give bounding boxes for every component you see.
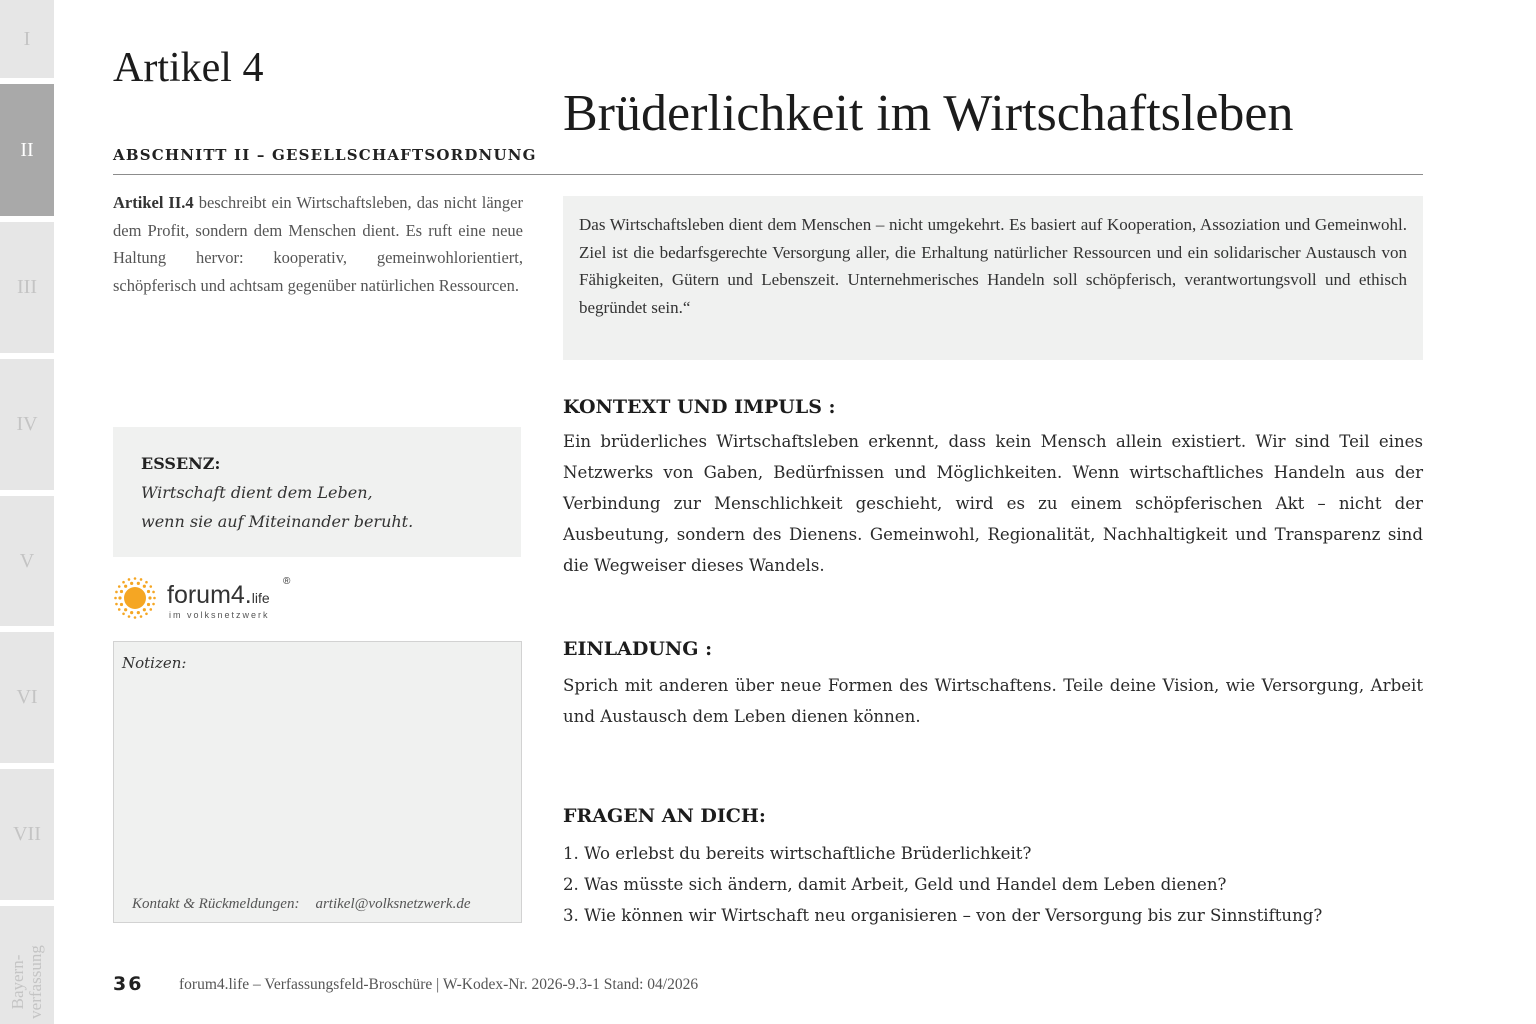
- logo-name: forum4.: [167, 581, 252, 609]
- questions-list: [563, 838, 1423, 931]
- sun-ray-dot: [147, 590, 150, 593]
- sun-ray-dot: [115, 591, 118, 594]
- header-divider: [113, 174, 1423, 175]
- sun-ray-dot: [137, 582, 140, 585]
- logo-suffix: life: [251, 590, 270, 606]
- question-item: 3. Wie können wir Wirtschaft neu organisieren – von der Versorgung bis zur Sinnstiftung?: [563, 906, 1323, 925]
- sun-ray-dot: [152, 591, 155, 594]
- tab-label: VI: [16, 686, 38, 708]
- intro-article-ref: Artikel II.4: [113, 193, 194, 212]
- sun-ray-dot: [145, 581, 148, 584]
- sun-ray-dot: [124, 608, 127, 611]
- sun-ray-dot: [118, 608, 121, 611]
- tab-label: IV: [16, 413, 38, 435]
- sun-ray-dot: [143, 608, 146, 611]
- sun-ray-dot: [114, 597, 117, 600]
- essence-line-1: Wirtschaft dient dem Leben,: [141, 483, 373, 502]
- sun-ray-dot: [128, 578, 131, 581]
- context-text: Ein brüderliches Wirtschaftsleben erkennt, dass kein Mensch allein existiert. Wir sind Teil eines Netzwerks von Gaben, Bedürfnissen und Möglichkeiten. Wenn wirtschaftliches Handeln aus der Verbindung zur Menschlichkeit geschieht, wird es zu einem schöpferischen Akt – nicht der Ausbeutung, sondern des Dienens. Gemeinwohl, Regionalität, Nachhaltigkeit und Transparenz sind die Wegweiser dieses Wandels.: [563, 432, 1423, 575]
- page-title: Brüderlichkeit im Wirtschaftsleben: [563, 85, 1294, 142]
- section-label: ABSCHNITT II – GESELLSCHAFTSORDNUNG: [113, 146, 537, 164]
- sun-ray-dot: [153, 597, 156, 600]
- essence-label: ESSENZ:: [141, 454, 221, 473]
- intro-text: beschreibt ein Wirtschaftsleben, das nicht länger dem Profit, sondern dem Menschen dient. Es ruft eine neue Haltung hervor: kooperativ, gemeinwohlorientiert, schöpferisch und achtsam gegenüber natürlichen Ressourcen.: [113, 193, 523, 295]
- tab-chapter-7[interactable]: [0, 769, 54, 900]
- tab-chapter-6[interactable]: [0, 632, 54, 763]
- sun-ray-dot: [147, 603, 150, 606]
- page-number: 36: [113, 973, 144, 995]
- essence-box: [113, 427, 521, 557]
- tab-label: V: [19, 549, 35, 572]
- contact-line: [132, 896, 470, 913]
- sun-ray-dot: [149, 585, 152, 588]
- article-quote-text: Das Wirtschaftsleben dient dem Menschen – nicht umgekehrt. Es basiert auf Kooperation, Assoziation und Gemeinwohl. Ziel ist die bedarfsgerechte Versorgung aller, die Erhaltung natürlicher Ressourcen und ein solidarischer Austausch von Fähigkeiten, Gütern und Lebenszeit. Unternehmerisches Handeln soll schöpferisch, verantwortungsvoll und ethisch begründet sein.“: [579, 215, 1407, 317]
- tab-label: VII: [13, 823, 41, 845]
- tab-chapter-4[interactable]: [0, 359, 54, 490]
- tab-chapter-2[interactable]: [0, 84, 54, 216]
- notes-box[interactable]: [113, 641, 522, 923]
- sun-ray-dot: [124, 585, 127, 588]
- sun-ray-dot: [120, 590, 123, 593]
- contact-email-link[interactable]: artikel@volksnetzwerk.de: [315, 896, 471, 912]
- context-heading: KONTEXT UND IMPULS :: [563, 396, 836, 418]
- sun-ray-dot: [115, 603, 118, 606]
- tab-label: II: [20, 138, 34, 161]
- sun-ray-dot: [149, 608, 152, 611]
- sun-ray-dot: [145, 612, 148, 615]
- intro-paragraph: [113, 189, 523, 299]
- sun-ray-dot: [134, 616, 137, 619]
- invitation-text: Sprich mit anderen über neue Formen des Wirtschaftens. Teile deine Vision, wie Versorgung, Arbeit und Austausch dem Leben dienen können.: [563, 676, 1423, 726]
- sun-ray-dot: [120, 603, 123, 606]
- tab-bayernverfassung[interactable]: [0, 906, 54, 1024]
- sun-ray-dot: [140, 578, 143, 581]
- tab-label-line1: Bayern-: [8, 954, 27, 1010]
- sun-ray-dot: [140, 615, 143, 618]
- sun-ray-dot: [137, 611, 140, 614]
- sun-ray-dot: [122, 581, 125, 584]
- contact-label: Kontakt & Rückmeldungen:: [132, 896, 300, 912]
- sun-ray-dot: [152, 603, 155, 606]
- chapter-tab-rail: [0, 0, 54, 1024]
- tab-label: I: [23, 27, 31, 50]
- sun-ray-dot: [118, 596, 121, 599]
- article-number: Artikel 4: [113, 45, 264, 91]
- question-item: 2. Was müsste sich ändern, damit Arbeit, Geld und Handel dem Leben dienen?: [563, 875, 1227, 894]
- questions-heading: FRAGEN AN DICH:: [563, 805, 766, 827]
- essence-line-2: wenn sie auf Miteinander beruht.: [141, 512, 414, 531]
- article-quote-box: [563, 196, 1423, 360]
- tab-bayernverfassung-label: [9, 945, 45, 1019]
- forum4-logo[interactable]: [113, 576, 313, 626]
- sun-ray-dot: [130, 582, 133, 585]
- sun-ray-dot: [143, 585, 146, 588]
- sun-ray-dot: [134, 577, 137, 580]
- tab-chapter-1[interactable]: [0, 0, 54, 78]
- sun-ray-dot: [128, 615, 131, 618]
- tab-label-line2: verfassung: [26, 945, 45, 1019]
- question-item: 1. Wo erlebst du bereits wirtschaftliche Brüderlichkeit?: [563, 844, 1032, 863]
- tab-chapter-5[interactable]: [0, 496, 54, 626]
- sun-ray-dot: [122, 612, 125, 615]
- sun-ray-dot: [118, 585, 121, 588]
- logo-wordmark: [167, 581, 270, 610]
- tab-chapter-3[interactable]: [0, 222, 54, 353]
- invitation-heading: EINLADUNG :: [563, 638, 713, 660]
- sun-logo-icon: [113, 576, 157, 620]
- logo-tagline: im volksnetzwerk: [169, 610, 270, 620]
- notes-label: Notizen:: [122, 654, 187, 672]
- footer-text: forum4.life – Verfassungsfeld-Broschüre | W-Kodex-Nr. 2026-9.3-1 Stand: 04/2026: [179, 976, 699, 993]
- tab-label: III: [17, 276, 37, 298]
- registered-mark: ®: [283, 576, 291, 587]
- sun-ray-dot: [148, 596, 151, 599]
- sun-ray-dot: [130, 611, 133, 614]
